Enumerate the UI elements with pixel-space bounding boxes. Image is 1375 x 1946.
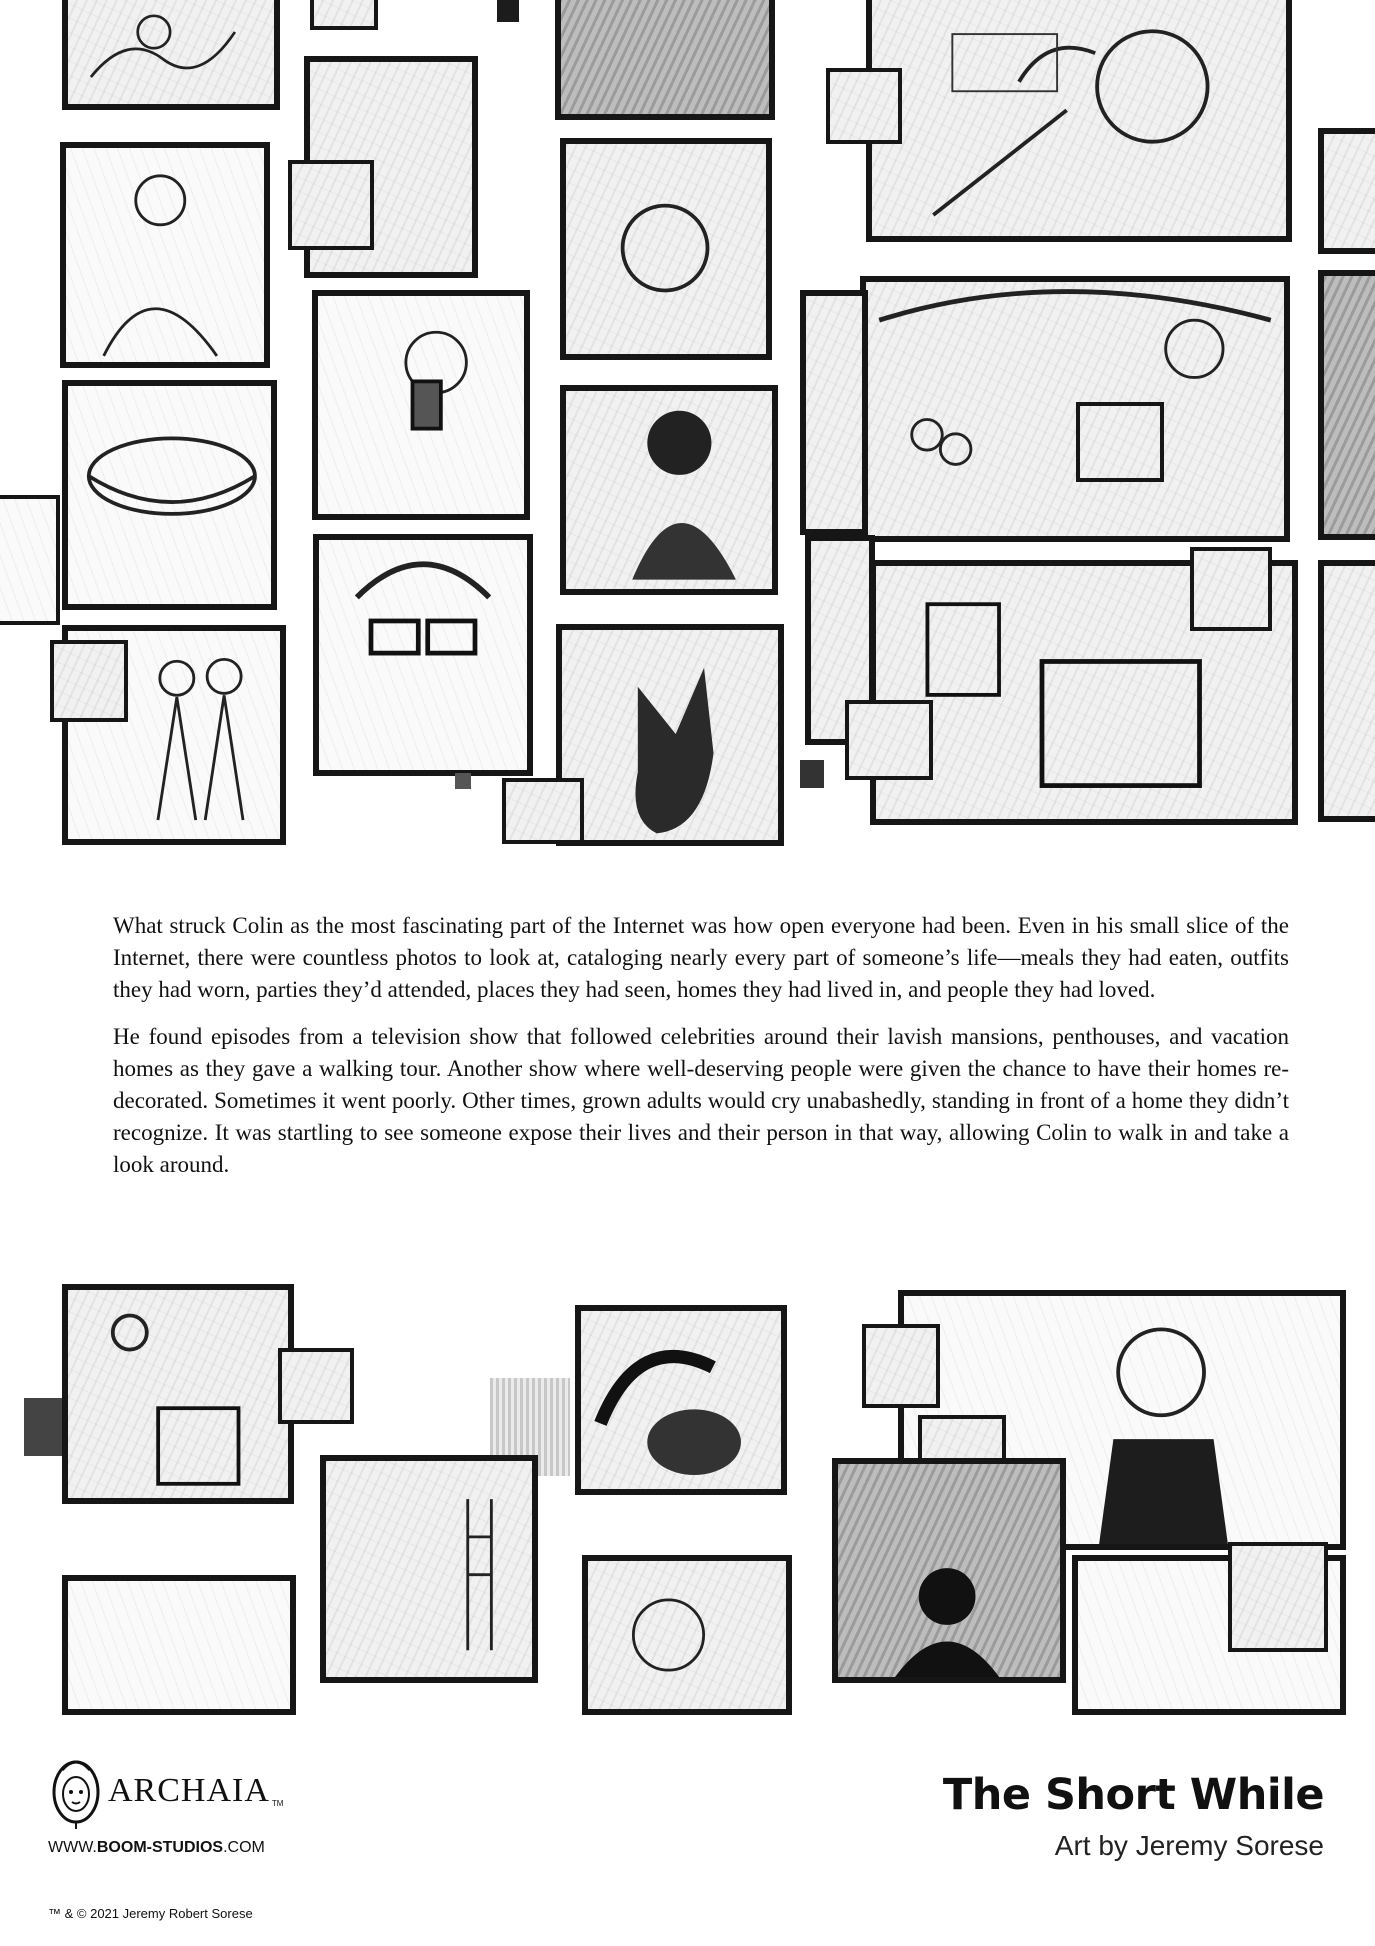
panel-woman-speaking [866,0,1292,242]
panel-small-frame-f [502,778,584,844]
publisher-name: ARCHAIA [108,1772,270,1809]
panel-small-frame-g [278,1348,354,1424]
panel-phone-screen [62,1284,294,1504]
copyright-notice: ™ & © 2021 Jeremy Robert Sorese [48,1906,253,1921]
story-paragraph-2: He found episodes from a television show that followed celebrities around their lavish mansions, penthouses, and vacation homes as they gave a walking tour. Another show where well-deserving people were given the chance to have their homes re-decorated. Sometimes it went poorly. Other times, grown adults would cry unabashedly, standing in front of a home they didn’t recognize. It was startling to see someone expose their lives and their person in that way, allowing Colin to walk in and take a look around. [113,1024,1289,1177]
panel-small-sketch-a [826,68,902,144]
panel-dog [556,624,784,846]
panel-partial-right-top [1318,128,1375,254]
archaia-emblem-icon [48,1752,104,1830]
panel-bowl-frame [1228,1542,1328,1652]
publisher-trademark: TM [271,1799,284,1808]
panel-small-portrait-a [288,160,374,250]
panel-legs [62,1575,296,1715]
panel-small-frame-e [50,640,128,722]
panel-dark-interior [575,1305,787,1495]
panel-portrait-boy [560,138,772,360]
panel-person-with-phone [312,290,530,520]
grey-swatch-a [455,773,471,789]
publisher-website[interactable] [48,1839,265,1857]
url-suffix: .COM [223,1839,265,1856]
panel-pie [62,380,277,610]
panel-small-portrait-top [310,0,378,30]
panel-hand-sketch [62,0,280,110]
panel-small-frame-d [845,700,933,780]
panel-partial-right-mid [1318,270,1375,540]
panel-still-life [860,276,1290,542]
grey-smudge-left [24,1398,64,1456]
grey-swatch-b [800,760,824,788]
panel-child [582,1555,792,1715]
panel-left-sketch [800,290,868,535]
panel-small-frame-b [1076,402,1164,482]
panel-partial-right-low [1318,560,1375,822]
panel-dark-figure-top [555,0,775,120]
publisher-logo [48,1752,283,1830]
panel-shelf-room [320,1455,538,1683]
panel-leaf-edge [0,495,60,625]
panel-bearded-man [313,534,533,776]
story-paragraph-1: What struck Colin as the most fascinating part of the Internet was how open everyone had been. Even in his small slice of the Internet, there were countless photos to look at, cataloging nearly every part of someone’s life—meals they had eaten, outfits they had worn, parties they’d attended, places they had seen, homes they had lived in, and people they had loved. [113,913,1289,1002]
panel-small-frame-c [1190,547,1272,631]
url-prefix: WWW. [48,1839,97,1856]
panel-flower-frame [862,1324,940,1408]
panel-man-with-child [60,142,270,368]
url-domain: BOOM-STUDIOS [96,1839,224,1856]
panel-waving-figure [560,385,778,595]
dark-swatch [497,0,519,22]
art-credit: Art by Jeremy Sorese [1054,1830,1324,1861]
story-text [113,910,1289,1196]
book-title: The Short While [942,1770,1324,1820]
panel-dark-figure-bottom [832,1458,1066,1683]
